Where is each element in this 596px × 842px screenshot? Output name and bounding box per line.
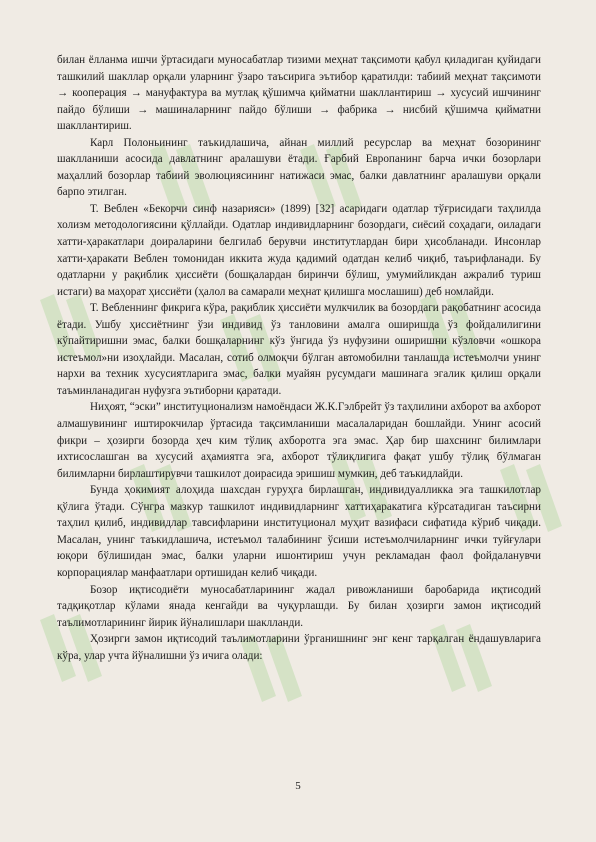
paragraph: Т. Веблен «Бекорчи синф назарияси» (1899) [32] асаридаги одатлар тўғрисидаги таҳлилда холизм методологиясини қўллайди. Одатлар индивидларнинг бозордаги, сиёсий соҳадаги, оиладаги хатти-ҳаракатлари доираларини белгилаб берувчи институтлардан бири ҳисобланади. Инсонлар хатти-ҳаракати Веблен томонидан иккита жуда қадимий одатдан келиб чиқиб, таърифланади. Бу одатларни у рақиблик ҳиссиёти (бошқалардан биринчи бўлиш, умумийликдан ажралиб туриш истаги) ва маҳорат ҳиссиёти (ҳалол ва самарали меҳнат қилишга мослашиш) деб номлайди. <box>57 202 541 298</box>
paragraph: Бозор иқтисодиёти муносабатларининг жадал ривожланиши баробарида иқтисодий тадқиқотлар кўлами янада кенгайди ва чуқурлашди. Бу билан ҳозирги замон иқтисодий таълимотларининг йирик йўналишлари шаклланди. <box>57 583 541 629</box>
page-number: 5 <box>295 780 301 792</box>
paragraph: Карл Полоньининг таъкидлашича, айнан миллий ресурслар ва меҳнат бозорининг шаклланиши асосида давлатнинг аралашуви ётади. Ғарбий Европанинг барча ички бозорлари маҳаллий бозорлар табиий эволюциясининг натижаси эмас, балки давлатнинг аралашуви орқали барпо этилган. <box>57 136 541 199</box>
paragraph: Ҳозирги замон иқтисодий таълимотларини ўрганишнинг энг кенг тарқалган ёндашувларига кўра, улар учта йўналишни ўз ичига олади: <box>57 633 541 662</box>
paragraph: Ниҳоят, “эски” институционализм намоёндаси Ж.К.Гэлбрейт ўз таҳлилини ахборот ва ахборот алмашувининг иштирокчилар ўртасида тақсимланиши масалаларидан бошлайди. Унинг асосий фикри – ҳозирги бозорда ҳеч ким тўлиқ ахборотга эга эмас. Ҳар бир шахснинг билимлари ихтисослашган ва хусусий аҳамиятга эга, ахборот тўлиқлигига фақат ушбу тўлиқ бўлмаган билимларни бирлаштирувчи ташкилот доирасида эришиш мумкин, деб таъкидлайди. <box>57 401 541 480</box>
paragraph: Т. Вебленнинг фикрига кўра, рақиблик ҳиссиёти мулкчилик ва бозордаги рақобатнинг асосида ётади. Ушбу ҳиссиётнинг ўзи индивид ўз танловини амалга оширишда ўз фойдалилигини кўпайтиришни эмас, балки бошқаларнинг кўз ўнгида ўз нуфузини оширишни кўзловчи «ошкора истеъмол»ни изоҳлайди. Масалан, сотиб олмоқчи бўлган автомобилни танлашда истеъмолчи унинг нархи ва техник хусусиятларига эмас, балки муайян русумдаги машинага эгалик қилиш орқали таъминланадиган нуфузга эътиборни қаратади. <box>57 302 541 397</box>
page-body <box>57 52 541 664</box>
paragraph: Бунда ҳокимият алоҳида шахсдан гуруҳга бирлашган, индивидуалликка эга ташкилотлар қўлига ўтади. Сўнгра мазкур ташкилот индивидларнинг хаттиҳаракатига кўрсатадиган таъсирни таҳлил қилиб, индивидлар тавсифларини институционал муҳит вазифаси сифатида кўриб чиқади. Масалан, унинг таъкидлашича, истеъмол талабининг ўсиши истеъмолчиларнинг ички туйғулари юқори бўлишидан эмас, балки уларни ишонтириш учун рекламадан фаол фойдаланувчи корпорациялар манфаатлари ортишидан келиб чиқади. <box>57 484 541 579</box>
paragraph: билан ёлланма ишчи ўртасидаги муносабатлар тизими меҳнат тақсимоти қабул қиладиган қуйидаги ташкилий шакллар орқали уларнинг ўзаро таъсирига эътибор қаратилди: табиий меҳнат тақсимоти → кооперация → мануфактура ва мутлақ қўшимча қийматни шакллантириш → хусусий ишчининг пайдо бўлиши → машиналарнинг пайдо бўлиши → фабрика → нисбий қўшимча қийматни шакллантириш. <box>57 54 541 133</box>
